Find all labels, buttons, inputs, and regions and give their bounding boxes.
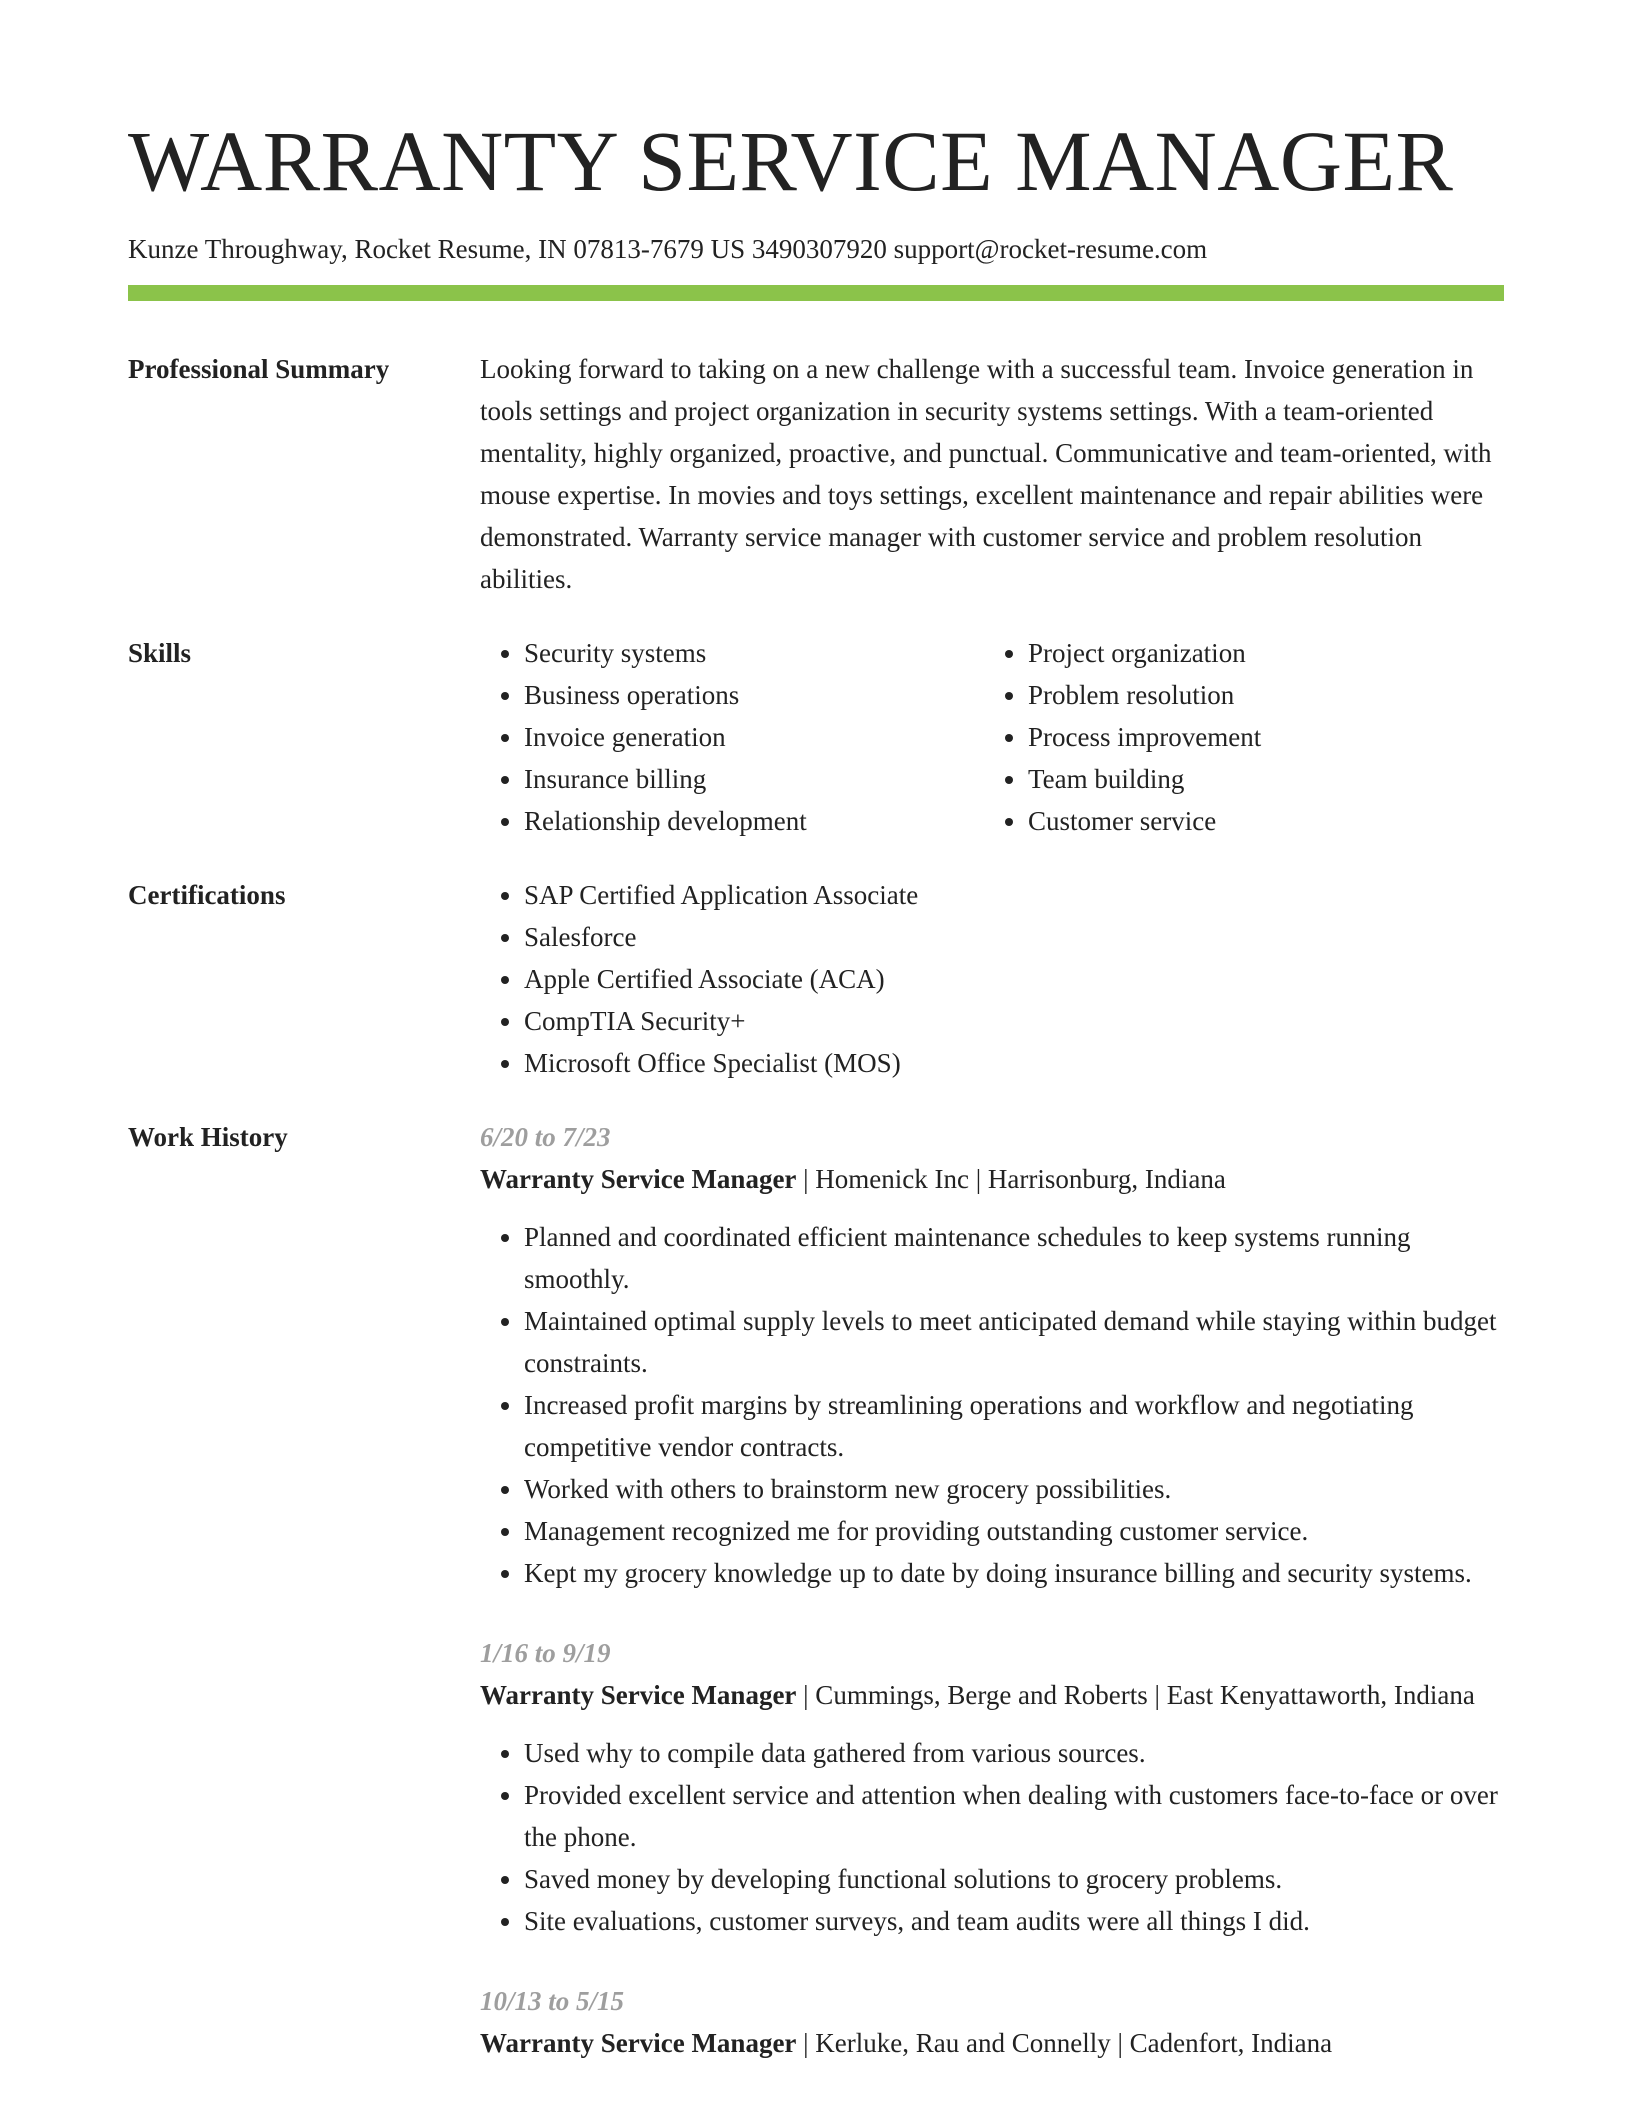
job-header bbox=[480, 2022, 1504, 2064]
job-bullet: • Used why to compile data gathered from various sources. bbox=[524, 1732, 1504, 1774]
skills-list-right bbox=[984, 632, 1488, 842]
skill-item: • Process improvement bbox=[1028, 716, 1488, 758]
accent-divider bbox=[128, 285, 1504, 301]
contact-line: Kunze Throughway, Rocket Resume, IN 07813-7679 US 3490307920 support@rocket-resume.com bbox=[128, 234, 1208, 264]
certification-item: • SAP Certified Application Associate bbox=[524, 874, 1504, 916]
job-title: Warranty Service Manager bbox=[480, 1164, 797, 1194]
certification-item: • CompTIA Security+ bbox=[524, 1000, 1504, 1042]
job-company-location: | Cummings, Berge and Roberts | East Kenyattaworth, Indiana bbox=[796, 1680, 1475, 1710]
certification-item: • Apple Certified Associate (ACA) bbox=[524, 958, 1504, 1000]
skill-item: • Project organization bbox=[1028, 632, 1488, 674]
job-bullet: • Planned and coordinated efficient maintenance schedules to keep systems running smoothly. bbox=[524, 1216, 1504, 1300]
skill-item: • Security systems bbox=[524, 632, 984, 674]
job-dates: 6/20 to 7/23 bbox=[480, 1122, 611, 1152]
job-entry bbox=[480, 1632, 1504, 1942]
job-bullet: • Increased profit margins by streamlining operations and workflow and negotiating competitive vendor contracts. bbox=[524, 1384, 1504, 1468]
job-bullet: • Site evaluations, customer surveys, and team audits were all things I did. bbox=[524, 1900, 1504, 1942]
certifications-list bbox=[480, 874, 1504, 1084]
skill-item: • Relationship development bbox=[524, 800, 984, 842]
job-bullet: • Worked with others to brainstorm new grocery possibilities. bbox=[524, 1468, 1504, 1510]
skill-item: • Problem resolution bbox=[1028, 674, 1488, 716]
skills-heading: Skills bbox=[128, 638, 192, 668]
job-bullet: • Provided excellent service and attention when dealing with customers face-to-face or over the phone. bbox=[524, 1774, 1504, 1858]
job-header bbox=[480, 1158, 1504, 1200]
job-title: Warranty Service Manager bbox=[480, 1680, 797, 1710]
skill-item: • Team building bbox=[1028, 758, 1488, 800]
job-company-location: | Homenick Inc | Harrisonburg, Indiana bbox=[796, 1164, 1226, 1194]
job-bullet: • Maintained optimal supply levels to meet anticipated demand while staying within budget constraints. bbox=[524, 1300, 1504, 1384]
certification-item: • Salesforce bbox=[524, 916, 1504, 958]
summary-text: Looking forward to taking on a new challenge with a successful team. Invoice generation in tools settings and project organization in security systems settings. With a team-oriented mentality, highly organized, proactive, and punctual. Communicative and team-oriented, with mouse expertise. In movies and toys settings, excellent maintenance and repair abilities were demonstrated. Warranty service manager with customer service and problem resolution abilities. bbox=[480, 354, 1492, 594]
skill-item: • Insurance billing bbox=[524, 758, 984, 800]
job-bullet: • Saved money by developing functional solutions to grocery problems. bbox=[524, 1858, 1504, 1900]
summary-body bbox=[480, 348, 1504, 600]
work-history-body bbox=[480, 1116, 1504, 2102]
resume-title: WARRANTY SERVICE MANAGER bbox=[128, 113, 1454, 209]
job-bullet: • Management recognized me for providing outstanding customer service. bbox=[524, 1510, 1504, 1552]
summary-heading: Professional Summary bbox=[128, 354, 390, 384]
job-dates: 10/13 to 5/15 bbox=[480, 1986, 625, 2016]
job-company-location: | Kerluke, Rau and Connelly | Cadenfort, Indiana bbox=[796, 2028, 1333, 2058]
skills-body bbox=[480, 632, 1504, 842]
certification-item: • Microsoft Office Specialist (MOS) bbox=[524, 1042, 1504, 1084]
job-header bbox=[480, 1674, 1504, 1716]
skill-item: • Customer service bbox=[1028, 800, 1488, 842]
job-title: Warranty Service Manager bbox=[480, 2028, 797, 2058]
job-bullets bbox=[480, 1216, 1504, 1594]
skill-item: • Business operations bbox=[524, 674, 984, 716]
job-bullets bbox=[480, 1732, 1504, 1942]
job-entry bbox=[480, 1116, 1504, 1594]
certifications-body bbox=[480, 874, 1504, 1084]
job-bullet: • Kept my grocery knowledge up to date by doing insurance billing and security systems. bbox=[524, 1552, 1504, 1594]
certifications-heading: Certifications bbox=[128, 880, 286, 910]
work-history-heading: Work History bbox=[128, 1122, 288, 1152]
job-dates: 1/16 to 9/19 bbox=[480, 1638, 611, 1668]
job-entry bbox=[480, 1980, 1504, 2064]
skills-list-left bbox=[480, 632, 984, 842]
skill-item: • Invoice generation bbox=[524, 716, 984, 758]
